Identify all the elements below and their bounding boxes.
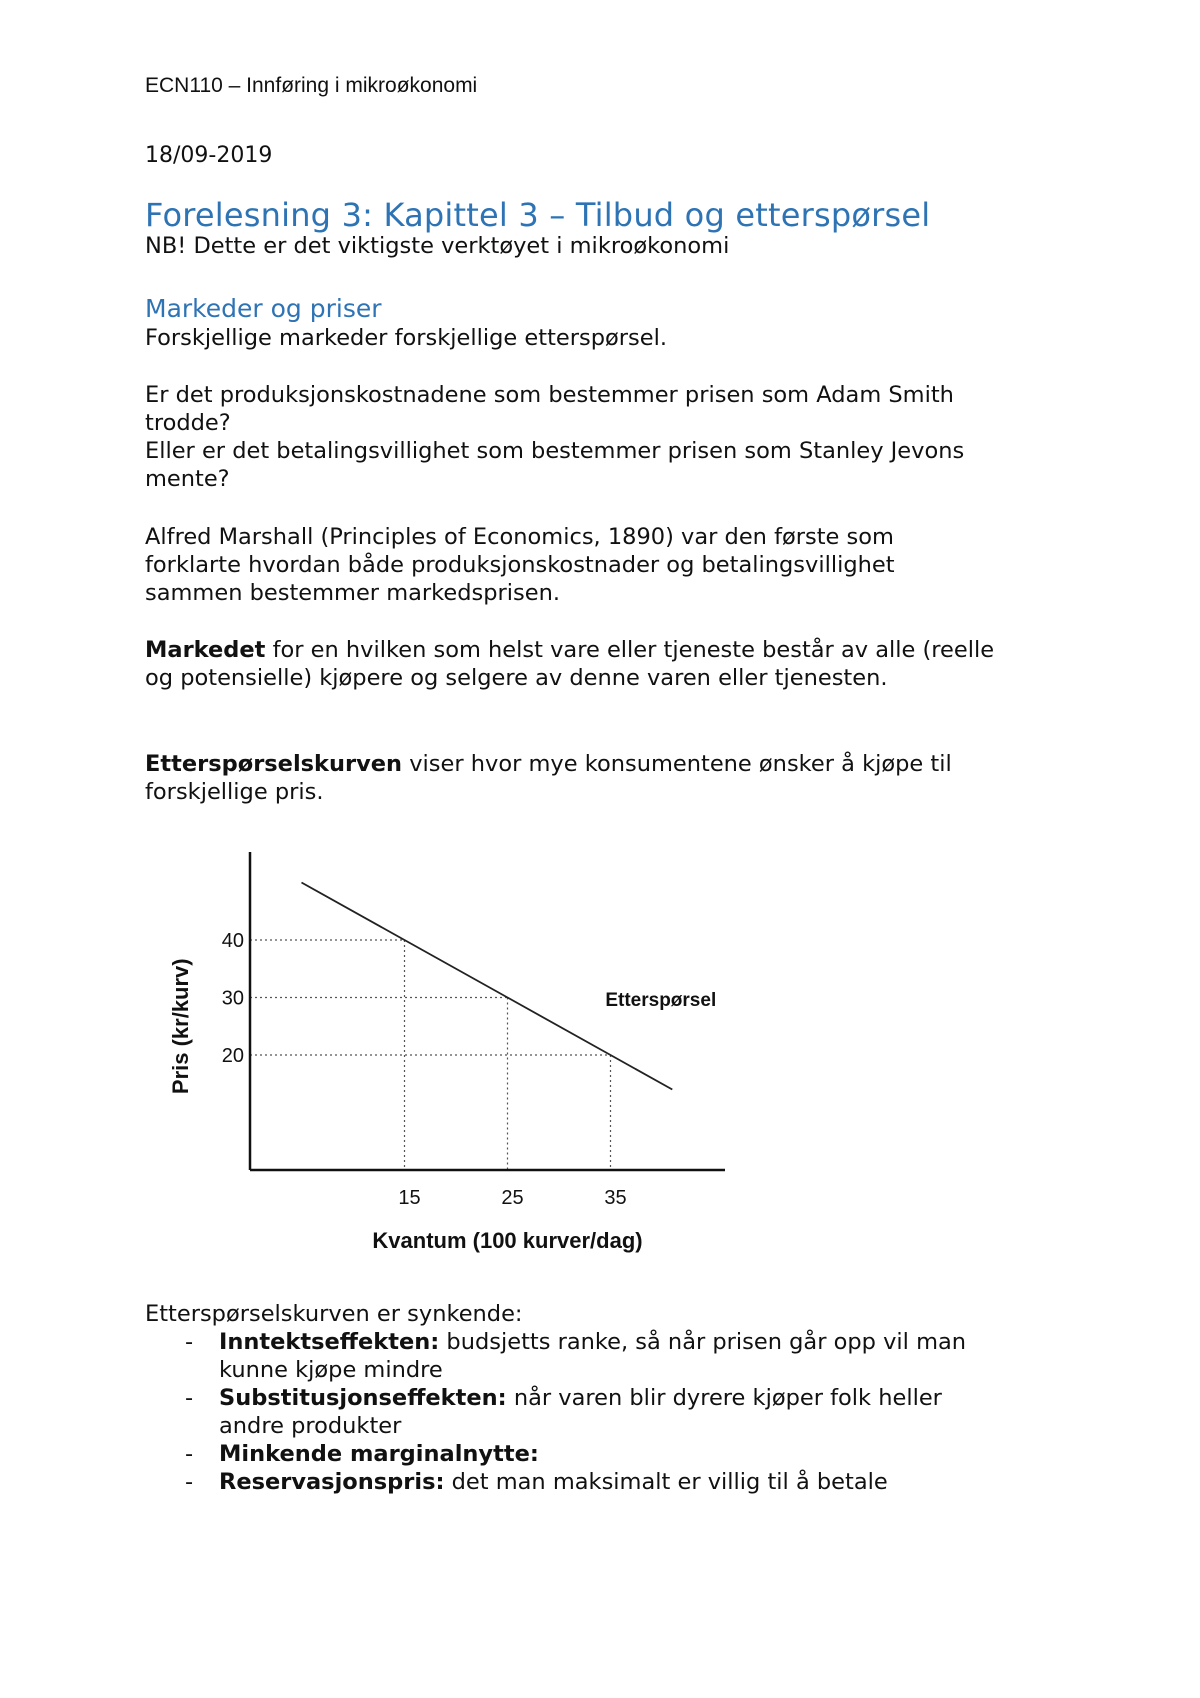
section-heading-markets: Markeder og priser bbox=[145, 294, 382, 323]
text-line: Er det produksjonskostnadene som bestemmer prisen som Adam Smith bbox=[145, 382, 954, 408]
bullet-dash: - bbox=[185, 1469, 194, 1495]
paragraph-market-definition bbox=[145, 636, 1105, 692]
text-line: Alfred Marshall (Principles of Economics, 1890) var den første som bbox=[145, 524, 894, 550]
x-axis-label: Kvantum (100 kurver/dag) bbox=[372, 1228, 643, 1253]
paragraph-markets: Forskjellige markeder forskjellige etterspørsel. bbox=[145, 325, 667, 351]
list-item bbox=[145, 1328, 1105, 1384]
text-line: trodde? bbox=[145, 410, 231, 436]
text-line: forskjellige pris. bbox=[145, 779, 324, 805]
y-tick-label: 30 bbox=[221, 987, 244, 1010]
bullet-dash: - bbox=[185, 1441, 194, 1467]
text-line: forklarte hvordan både produksjonskostnader og betalingsvillighet bbox=[145, 552, 895, 578]
text-line bbox=[145, 636, 1105, 664]
term-markedet: Markedet bbox=[145, 637, 266, 663]
text-line bbox=[145, 750, 1105, 778]
bullet-term: Inntektseffekten: bbox=[219, 1329, 440, 1355]
text-span: viser hvor mye konsumentene ønsker å kjøpe til bbox=[402, 751, 952, 777]
bullet-section bbox=[145, 1300, 1105, 1496]
text-line bbox=[219, 1384, 1105, 1412]
text-span: for en hvilken som helst vare eller tjeneste består av alle (reelle bbox=[265, 637, 995, 663]
bullets-intro: Etterspørselskurven er synkende: bbox=[145, 1301, 523, 1327]
bullet-dash: - bbox=[185, 1329, 194, 1355]
curve-label: Etterspørsel bbox=[605, 990, 717, 1012]
text-line: sammen bestemmer markedsprisen. bbox=[145, 580, 560, 606]
text-line bbox=[219, 1440, 1105, 1468]
bullet-term: Reservasjonspris: bbox=[219, 1469, 445, 1495]
intro-note: NB! Dette er det viktigste verktøyet i mikroøkonomi bbox=[145, 233, 730, 259]
text-line: andre produkter bbox=[219, 1413, 402, 1439]
text-line bbox=[219, 1468, 1105, 1496]
x-tick-label: 25 bbox=[501, 1187, 524, 1209]
text-line: mente? bbox=[145, 466, 230, 492]
paragraph-demand-curve bbox=[145, 750, 1105, 806]
text-line bbox=[219, 1328, 1105, 1356]
x-tick-label: 15 bbox=[398, 1187, 421, 1209]
text-line: og potensielle) kjøpere og selgere av denne varen eller tjenesten. bbox=[145, 665, 888, 691]
page-title: Forelesning 3: Kapittel 3 – Tilbud og etterspørsel bbox=[145, 196, 931, 234]
bullet-term: Substitusjonseffekten: bbox=[219, 1385, 507, 1411]
course-header: ECN110 – Innføring i mikroøkonomi bbox=[145, 74, 478, 97]
bullet-term: Minkende marginalnytte: bbox=[219, 1441, 539, 1467]
text-span: det man maksimalt er villig til å betale bbox=[444, 1469, 888, 1495]
list-item bbox=[145, 1384, 1105, 1440]
lecture-date: 18/09-2019 bbox=[145, 143, 273, 168]
text-span: når varen blir dyrere kjøper folk heller bbox=[506, 1385, 942, 1411]
list-item bbox=[145, 1468, 1105, 1496]
list-item bbox=[145, 1440, 1105, 1468]
y-tick-label: 20 bbox=[221, 1045, 244, 1067]
demand-chart bbox=[150, 830, 800, 1270]
text-line: Eller er det betalingsvillighet som bestemmer prisen som Stanley Jevons bbox=[145, 438, 965, 464]
paragraph-adam-smith bbox=[145, 381, 1105, 493]
y-axis-label: Pris (kr/kurv) bbox=[168, 958, 193, 1095]
text-line: kunne kjøpe mindre bbox=[219, 1357, 443, 1383]
text-span: budsjetts ranke, så når prisen går opp vil man bbox=[439, 1329, 967, 1355]
y-tick-label: 40 bbox=[221, 930, 244, 952]
term-ettersporselskurven: Etterspørselskurven bbox=[145, 751, 403, 777]
paragraph-marshall bbox=[145, 523, 1105, 607]
x-tick-label: 35 bbox=[604, 1187, 627, 1209]
demand-curve-line bbox=[302, 883, 673, 1090]
bullet-dash: - bbox=[185, 1385, 194, 1411]
